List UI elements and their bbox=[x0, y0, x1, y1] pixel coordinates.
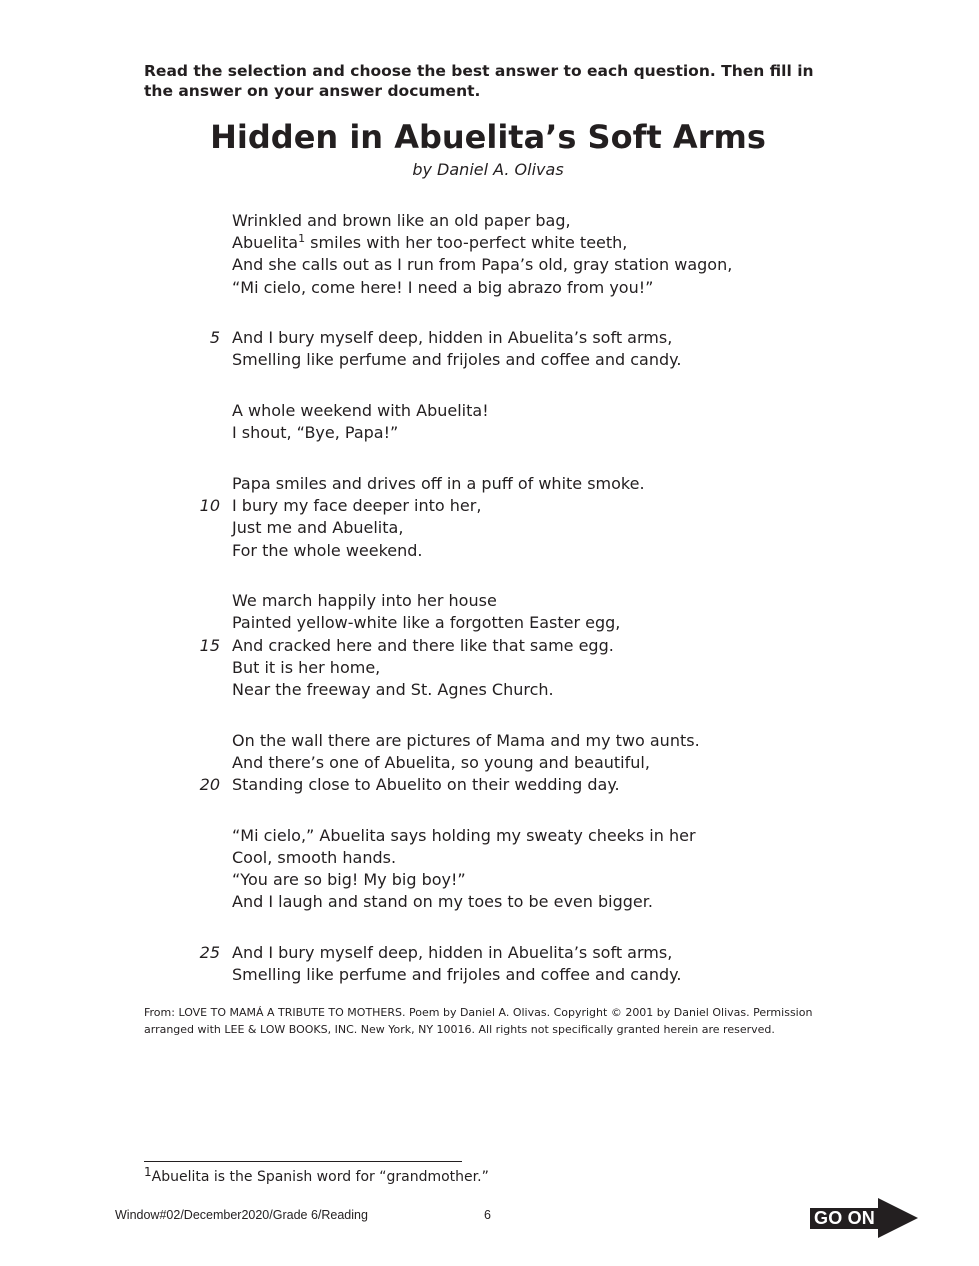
poem-line bbox=[0, 657, 979, 679]
line-text: “You are so big! My big boy!” bbox=[232, 870, 466, 890]
stanza bbox=[0, 400, 979, 444]
poem-line bbox=[0, 254, 979, 276]
line-text: I shout, “Bye, Papa!” bbox=[232, 423, 399, 443]
line-text: Papa smiles and drives off in a puff of white smoke. bbox=[232, 474, 645, 493]
stanza bbox=[0, 473, 979, 562]
line-number: 20 bbox=[199, 775, 220, 795]
page-number: 6 bbox=[484, 1208, 491, 1222]
line-text: For the whole weekend. bbox=[232, 540, 423, 560]
line-text: Abuelita bbox=[232, 233, 299, 253]
line-text: A whole weekend with Abuelita! bbox=[232, 401, 489, 421]
poem-line bbox=[0, 942, 979, 964]
poem-line bbox=[0, 891, 979, 913]
poem bbox=[0, 210, 979, 1015]
poem-line bbox=[0, 422, 979, 444]
line-text: And I bury myself deep, hidden in Abuelita’s soft arms, bbox=[232, 328, 673, 348]
line-text: Standing close to Abuelito on their wedding day. bbox=[232, 775, 620, 795]
line-text: Smelling like perfume and frijoles and coffee and candy. bbox=[232, 350, 682, 370]
stanza bbox=[0, 942, 979, 986]
poem-line bbox=[0, 869, 979, 891]
line-text: “Mi cielo,” Abuelita says holding my sweaty cheeks in her bbox=[232, 825, 696, 845]
line-number: 25 bbox=[199, 943, 220, 962]
poem-line bbox=[0, 232, 979, 254]
stanza bbox=[0, 327, 979, 371]
poem-line bbox=[0, 847, 979, 869]
poem-line bbox=[0, 327, 979, 349]
copyright-credit: From: LOVE TO MAMÁ A TRIBUTE TO MOTHERS. Poem by Daniel A. Olivas. Copyright © 2001 by Daniel Olivas. Permission arranged with LEE & LOW BOOKS, INC. New York, NY 10016. All rights not specifically granted herein are reserved. bbox=[144, 1006, 813, 1036]
poem-line bbox=[0, 635, 979, 657]
line-number: 15 bbox=[199, 635, 220, 655]
line-text: And cracked here and there like that same egg. bbox=[232, 635, 614, 655]
byline: by Daniel A. Olivas bbox=[412, 160, 564, 179]
poem-line bbox=[0, 277, 979, 299]
line-text: Wrinkled and brown like an old paper bag, bbox=[232, 211, 571, 230]
line-text: We march happily into her house bbox=[232, 591, 497, 611]
footer-document-id: Window#02/December2020/Grade 6/Reading bbox=[115, 1208, 368, 1222]
poem-line bbox=[0, 540, 979, 562]
line-text: And she calls out as I run from Papa’s old, gray station wagon, bbox=[232, 255, 733, 275]
footnote bbox=[144, 1167, 489, 1187]
line-text: On the wall there are pictures of Mama and my two aunts. bbox=[232, 730, 700, 750]
poem-line bbox=[0, 964, 979, 986]
line-text: I bury my face deeper into her, bbox=[232, 496, 482, 516]
line-text: “Mi cielo, come here! I need a big abrazo from you!” bbox=[232, 277, 654, 297]
poem-line bbox=[0, 590, 979, 612]
poem-line bbox=[0, 752, 979, 774]
poem-line bbox=[0, 774, 979, 796]
footnote-divider bbox=[144, 1161, 462, 1162]
poem-title: Hidden in Abuelita’s Soft Arms bbox=[210, 118, 766, 156]
poem-line bbox=[0, 517, 979, 539]
footnote-mark: 1 bbox=[144, 1165, 152, 1179]
poem-line bbox=[0, 349, 979, 371]
poem-line bbox=[0, 210, 979, 232]
instructions: Read the selection and choose the best answer to each question. Then fill in the answer on your answer document. bbox=[144, 62, 814, 100]
line-text-continued: smiles with her too-perfect white teeth, bbox=[305, 233, 628, 253]
footnote-text: Abuelita is the Spanish word for “grandmother.” bbox=[151, 1169, 489, 1185]
line-text: And there’s one of Abuelita, so young and beautiful, bbox=[232, 752, 650, 772]
line-text: And I laugh and stand on my toes to be even bigger. bbox=[232, 892, 653, 912]
poem-line bbox=[0, 612, 979, 634]
poem-line bbox=[0, 679, 979, 701]
poem-line bbox=[0, 495, 979, 517]
stanza bbox=[0, 590, 979, 701]
go-on-arrow-icon bbox=[810, 1198, 920, 1238]
line-text: Smelling like perfume and frijoles and coffee and candy. bbox=[232, 965, 682, 985]
line-text: Near the freeway and St. Agnes Church. bbox=[232, 680, 554, 699]
stanza bbox=[0, 730, 979, 797]
poem-line bbox=[0, 825, 979, 847]
go-on-label: GO ON bbox=[814, 1208, 876, 1228]
footnote-reference: 1 bbox=[298, 232, 306, 246]
line-number: 10 bbox=[199, 496, 220, 516]
poem-line bbox=[0, 730, 979, 752]
line-text: Painted yellow-white like a forgotten Easter egg, bbox=[232, 613, 621, 633]
stanza bbox=[0, 825, 979, 914]
line-number: 5 bbox=[209, 328, 220, 348]
line-text: Just me and Abuelita, bbox=[232, 518, 404, 538]
line-text: Cool, smooth hands. bbox=[232, 847, 397, 867]
poem-line bbox=[0, 400, 979, 422]
stanza bbox=[0, 210, 979, 299]
line-text: But it is her home, bbox=[232, 657, 381, 677]
line-text: And I bury myself deep, hidden in Abuelita’s soft arms, bbox=[232, 943, 673, 962]
poem-line bbox=[0, 473, 979, 495]
